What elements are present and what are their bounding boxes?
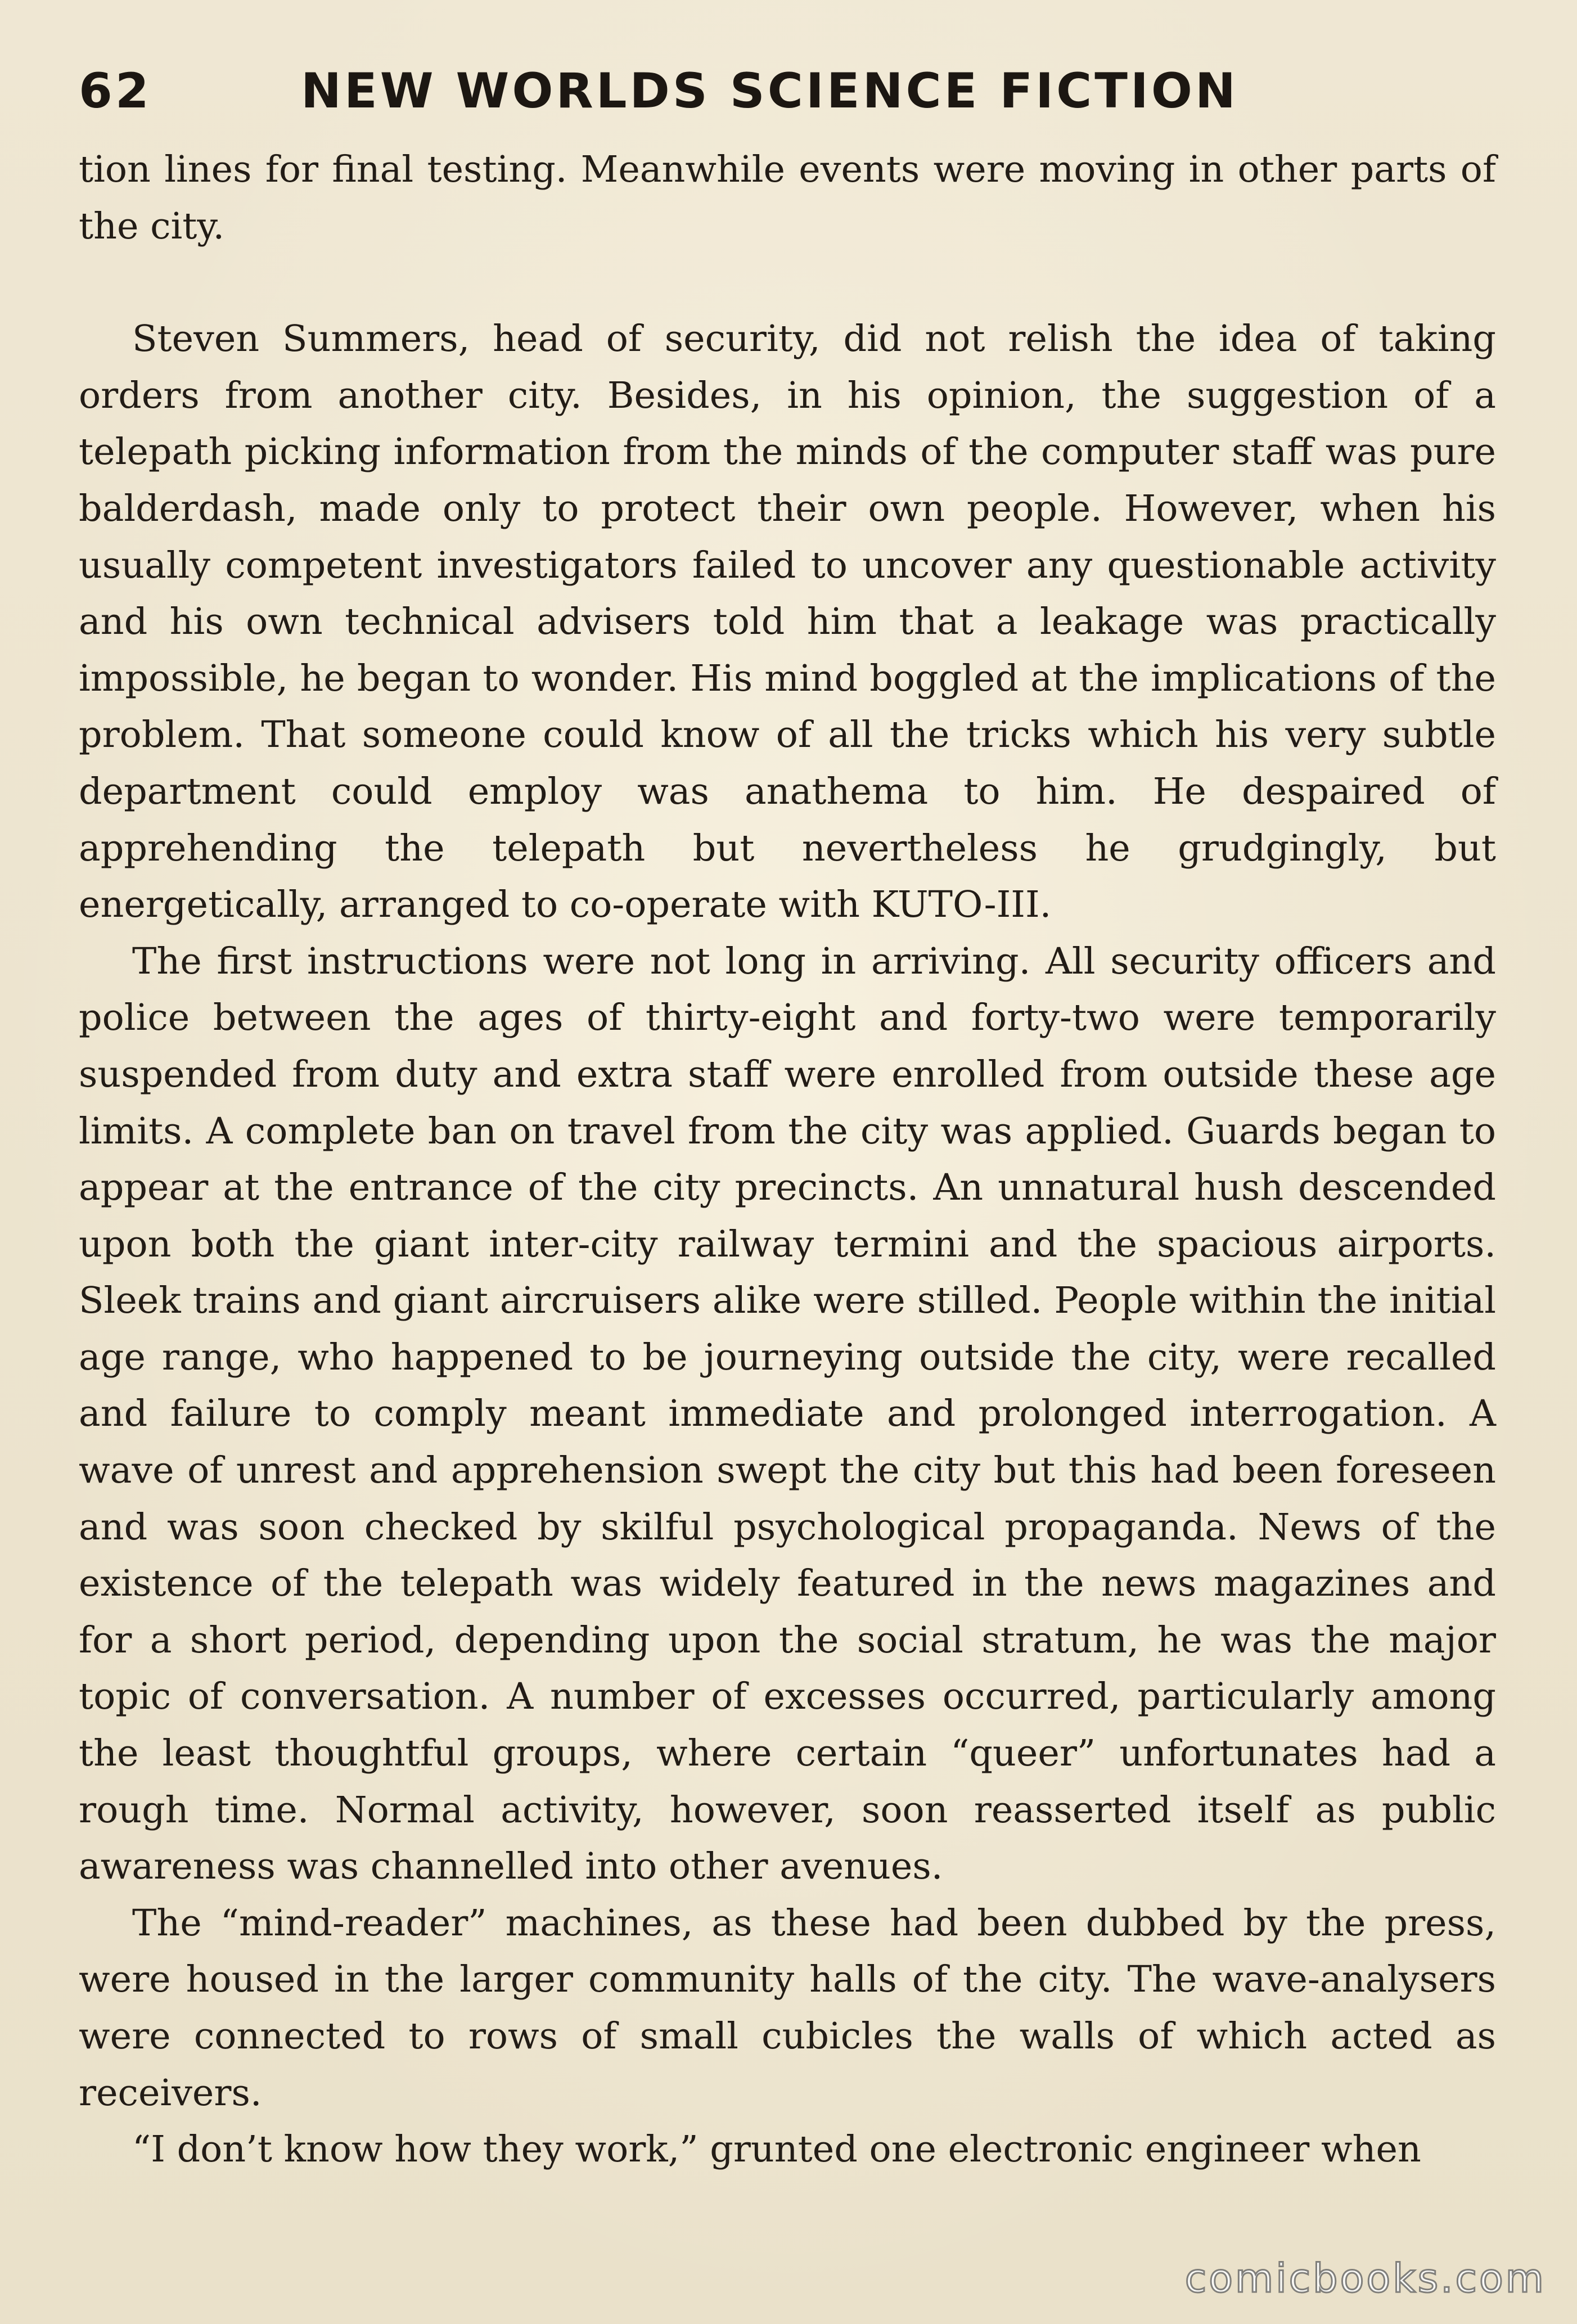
watermark-logo: comicbooks.com	[1184, 2255, 1546, 2302]
page-number: 62	[79, 63, 152, 119]
story-text	[79, 142, 1496, 2178]
page-header	[79, 63, 1496, 130]
paragraph-engineer-quote: “I don’t know how they work,” grunted one electronic engineer when	[132, 2128, 1421, 2171]
paragraph-steven-summers: Steven Summers, head of security, did not relish the idea of taking orders from another city. Besides, in his opinion, the suggestion of a telepath picking information from the minds of the computer staff was pure balderdash, made only to protect their own people. However, when his usually competent investigators failed to uncover any questionable activity and his own technical advisers told him that a leakage was practically impossible, he began to wonder. His mind boggled at the implications of the problem. That someone could know of all the tricks which his very subtle department could employ was anathema to him. He despaired of apprehending the telepath but nevertheless he grudgingly, but energetically, arranged to co-operate with KUTO-III.	[79, 318, 1496, 926]
running-title: NEW WORLDS SCIENCE FICTION	[301, 63, 1238, 119]
paragraph-first-instructions: The first instructions were not long in arriving. All security officers and police between the ages of thirty-eight and forty-two were temporarily suspended from duty and extra staff were enrolled from outside these age limits. A complete ban on travel from the city was applied. Guards began to appear at the entrance of the city precincts. An unnatural hush descended upon both the giant inter-city railway termini and the spacious airports. Sleek trains and giant aircruisers alike were stilled. People within the initial age range, who happened to be journeying outside the city, were recalled and failure to comply meant immediate and prolonged interrogation. A wave of unrest and apprehension swept the city but this had been foreseen and was soon checked by skilful psychological propaganda. News of the existence of the telepath was widely featured in the news magazines and for a short period, depending upon the social stratum, he was the major topic of conversation. A number of excesses occurred, particularly among the least thoughtful groups, where certain “queer” unfortunates had a rough time. Normal activity, however, soon reasserted itself as public awareness was channelled into other avenues.	[79, 940, 1496, 1888]
paragraph-mind-reader-machines: The “mind-reader” machines, as these had been dubbed by the press, were housed in the larger community halls of the city. The wave-analysers were connected to rows of small cubicles the walls of which acted as receivers.	[79, 1902, 1496, 2114]
paragraph-continuation: tion lines for final testing. Meanwhile events were moving in other parts of the city.	[79, 148, 1496, 247]
